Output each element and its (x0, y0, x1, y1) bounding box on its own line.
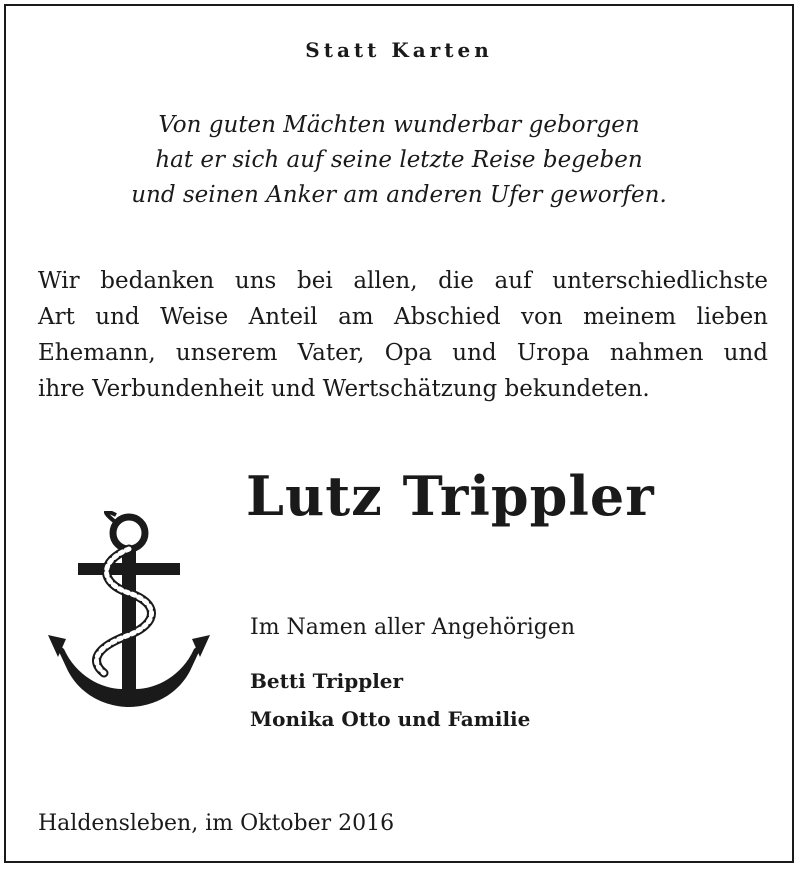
verse-line: und seinen Anker am anderen Ufer geworfen. (131, 182, 667, 208)
signer-name: Monika Otto und Familie (250, 707, 531, 731)
thanks-line: Ehemann, unserem Vater, Opa und Uropa nahmen und (38, 340, 768, 366)
place-date: Haldensleben, im Oktober 2016 (38, 811, 395, 836)
thanks-line: Art und Weise Anteil am Abschied von meinem lieben (38, 304, 768, 330)
thanks-paragraph (38, 263, 768, 407)
notice-header: Statt Karten (305, 38, 493, 62)
verse-line: Von guten Mächten wunderbar geborgen (158, 112, 640, 138)
thanks-line: Wir bedanken uns bei allen, die auf unterschiedlichste (38, 268, 768, 294)
anchor-icon (44, 511, 214, 716)
deceased-name: Lutz Trippler (246, 464, 655, 528)
memorial-verse (6, 108, 792, 213)
thanks-line: ihre Verbundenheit und Wertschätzung bekundeten. (38, 376, 650, 402)
family-intro: Im Namen aller Angehörigen (250, 615, 576, 640)
verse-line: hat er sich auf seine letzte Reise begeben (155, 147, 643, 173)
signer-name: Betti Trippler (250, 669, 404, 693)
obituary-notice (4, 4, 794, 863)
